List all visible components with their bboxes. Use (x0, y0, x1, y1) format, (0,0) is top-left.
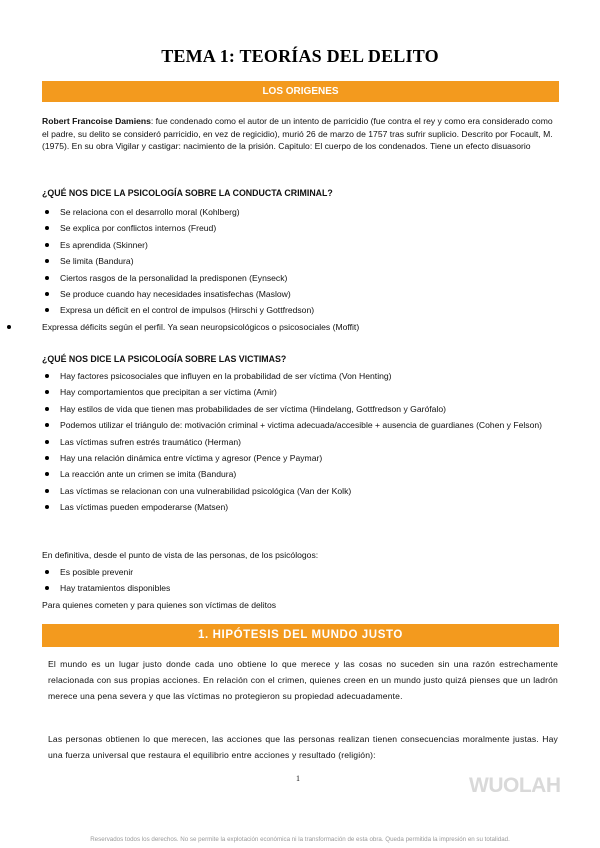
section-banner-just-world: 1. HIPÓTESIS DEL MUNDO JUSTO (42, 624, 559, 647)
watermark-logo: WUOLAH (469, 774, 561, 797)
list-item: Es posible prevenir (42, 566, 560, 578)
page-title: TEMA 1: TEORÍAS DEL DELITO (161, 46, 439, 66)
list-item: Las víctimas sufren estrés traumático (Herman) (42, 436, 560, 448)
list-item: Expresa un déficit en el control de impulsos (Hirschi y Gottfredson) (42, 304, 560, 316)
list-item: Las víctimas se relacionan con una vulnerabilidad psicológica (Van der Kolk) (42, 485, 560, 497)
intro-bold-name: Robert Francoise Damiens (42, 116, 151, 126)
list-item: Hay tratamientos disponibles (42, 582, 560, 594)
list-conclusion (42, 566, 560, 599)
list-item: Se explica por conflictos internos (Freud) (42, 222, 560, 234)
list-item: Hay factores psicosociales que influyen en la probabilidad de ser víctima (Von Henting) (42, 370, 560, 382)
list-item: Las víctimas pueden empoderarse (Matsen) (42, 501, 560, 513)
list-item: Se relaciona con el desarrollo moral (Kohlberg) (42, 206, 560, 218)
footer-copyright: Reservados todos los derechos. No se permite la explotación económica ni la transformación de esta obra. Queda permitida la impresión en su totalidad. (90, 836, 510, 843)
intro-text: : fue condenado como el autor de un intento de parricidio (fue contra el rey y como era considerado como el padre, su delito se consideró parricidio, en vez de regicidio), murió 26 de marzo de 1757 tras sufrir suplicio. Descrito por Focault, M. (1975). En su obra Vigilar y castigar: nacimiento de la prisión. Capitulo: El cuerpo de los condenados. Tiene un efecto disuasorio (42, 116, 553, 151)
list-item: Hay estilos de vida que tienen mas probabilidades de ser víctima (Hindelang, Gottfredson y Garófalo) (42, 403, 560, 415)
list-item: Ciertos rasgos de la personalidad la predisponen (Eynseck) (42, 272, 560, 284)
list-item: Hay comportamientos que precipitan a ser víctima (Amir) (42, 386, 560, 398)
heading-victims: ¿QUÉ NOS DICE LA PSICOLOGÍA SOBRE LAS VICTIMAS? (42, 354, 287, 364)
section-banner-origins: LOS ORIGENES (42, 81, 559, 102)
heading-criminal-conduct: ¿QUÉ NOS DICE LA PSICOLOGÍA SOBRE LA CONDUCTA CRIMINAL? (42, 188, 333, 198)
page-number: 1 (296, 774, 300, 783)
list-criminal-conduct (42, 206, 560, 337)
list-item: Podemos utilizar el triángulo de: motivación criminal + victima adecuada/accesible + ausencia de guardianes (Cohen y Felson) (42, 419, 560, 431)
intro-paragraph (42, 115, 560, 153)
list-item: La reacción ante un crimen se imita (Bandura) (42, 468, 560, 480)
just-world-paragraph-2: Las personas obtienen lo que merecen, las acciones que las personas realizan tienen consecuencias moralmente justas. Hay una fuerza universal que restaura el equilibrio entre acciones y resultado (religión): (48, 734, 558, 760)
list-item: Se produce cuando hay necesidades insatisfechas (Maslow) (42, 288, 560, 300)
conclusion-closing: Para quienes cometen y para quienes son víctimas de delitos (42, 600, 277, 610)
list-item: Es aprendida (Skinner) (42, 239, 560, 251)
list-item: Se limita (Bandura) (42, 255, 560, 267)
list-item: Hay una relación dinámica entre víctima y agresor (Pence y Paymar) (42, 452, 560, 464)
just-world-paragraph-1: El mundo es un lugar justo donde cada uno obtiene lo que merece y las cosas no suceden sin una razón estrechamente relacionada con sus propias acciones. En relación con el crimen, quienes creen en un mundo justo quizá pienses que un ladrón merece una pena severa y que las víctimas no protegieron su propiedad adecuadamente. (48, 659, 558, 701)
conclusion-lead: En definitiva, desde el punto de vista de las personas, de los psicólogos: (42, 550, 319, 560)
list-item: Expressa déficits según el perfil. Ya sean neuropsicológicos o psicosociales (Moffit) (6, 321, 560, 333)
list-victims (42, 370, 560, 518)
